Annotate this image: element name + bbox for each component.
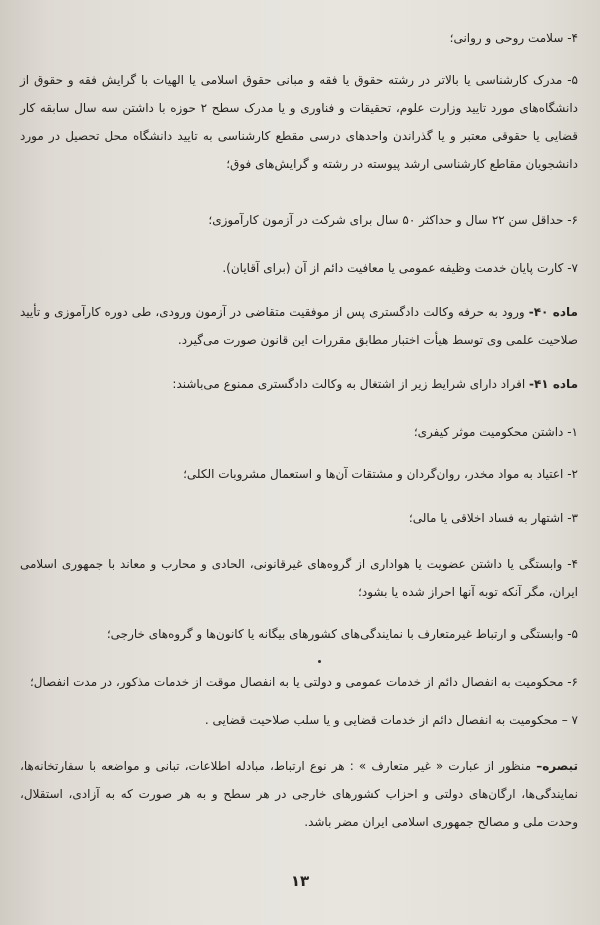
article-41-body: افراد دارای شرایط زیر از اشتغال به وکالت دادگستری ممنوع می‌باشند: <box>172 377 526 391</box>
item-5: ۵- مدرک کارشناسی یا بالاتر در رشته حقوق یا فقه و مبانی حقوق اسلامی یا الهیات با گرایش فقه و حقوق از دانشگاه‌های مورد تایید وزارت علوم، تحقیقات و فناوری و یا مدرک سطح ۲ حوزه با داشتن سه سال سابقه کار قضایی یا حقوقی معتبر و یا گذراندن واحدهای درسی مقطع کارشناسی به تایید دانشگاه محل تحصیل در مورد دانشجویان مقاطع کارشناسی ارشد پیوسته در رشته و گرایش‌های فوق؛ <box>20 73 579 171</box>
item-6: ۶- حداقل سن ۲۲ سال و حداکثر ۵۰ سال برای شرکت در آزمون کارآموزی؛ <box>208 213 578 227</box>
article-41-heading: ماده ۴۱- <box>529 377 578 391</box>
article-40-heading: ماده ۴۰- <box>528 305 578 319</box>
article-40-body: ورود به حرفه وکالت دادگستری پس از موفقیت متقاضی در آزمون ورودی، طی دوره کارآموزی و تأیید صلاحیت علمی وی توسط هیأت اختبار مطابق مقررات این قانون صورت می‌گیرد. <box>20 305 578 347</box>
stray-dot-mark <box>318 660 321 663</box>
prohibition-6: ۶- محکومیت به انفصال دائم از خدمات عمومی و دولتی یا به انفصال موقت از خدمات مذکور، در مدت انفصال؛ <box>29 675 578 689</box>
note <box>20 752 578 836</box>
prohibition-5: ۵- وابستگی و ارتباط غیرمتعارف با نمایندگی‌های کشورهای بیگانه یا کانون‌ها و گروه‌های خارجی؛ <box>106 627 578 641</box>
prohibition-1: ۱- داشتن محکومیت موثر کیفری؛ <box>413 425 578 439</box>
note-heading: تبصره– <box>536 759 578 773</box>
prohibition-4: ۴- وابستگی یا داشتن عضویت یا هواداری از گروه‌های غیرقانونی، الحادی و محارب و معاند با جمهوری اسلامی ایران، مگر آنکه توبه آنها احراز شده یا بشود؛ <box>20 557 578 599</box>
note-body: منظور از عبارت « غیر متعارف » : هر نوع ارتباط، مبادله اطلاعات، تبانی و مواضعه با سفارتخانه‌ها، نمایندگی‌ها، ارگان‌های دولتی و احزاب کشورهای خارجی در هر سطح و به هر صورت که به آزادی، استقلال، وحدت ملی و مصالح جمهوری اسلامی ایران مضر باشد. <box>20 759 578 829</box>
prohibition-7: ۷ – محکومیت به انفصال دائم از خدمات قضایی و یا سلب صلاحیت قضایی . <box>204 713 578 727</box>
prohibition-2: ۲- اعتیاد به مواد مخدر، روان‌گردان و مشتقات آن‌ها و استعمال مشروبات الکلی؛ <box>183 467 578 481</box>
article-40 <box>20 298 578 354</box>
item-4: ۴- سلامت روحی و روانی؛ <box>449 31 578 45</box>
item-7: ۷- کارت پایان خدمت وظیفه عمومی یا معافیت دائم از آن (برای آقایان). <box>222 261 578 275</box>
prohibition-3: ۳- اشتهار به فساد اخلاقی یا مالی؛ <box>408 511 578 525</box>
page-number: ۱۳ <box>290 872 310 890</box>
article-41 <box>20 370 578 398</box>
